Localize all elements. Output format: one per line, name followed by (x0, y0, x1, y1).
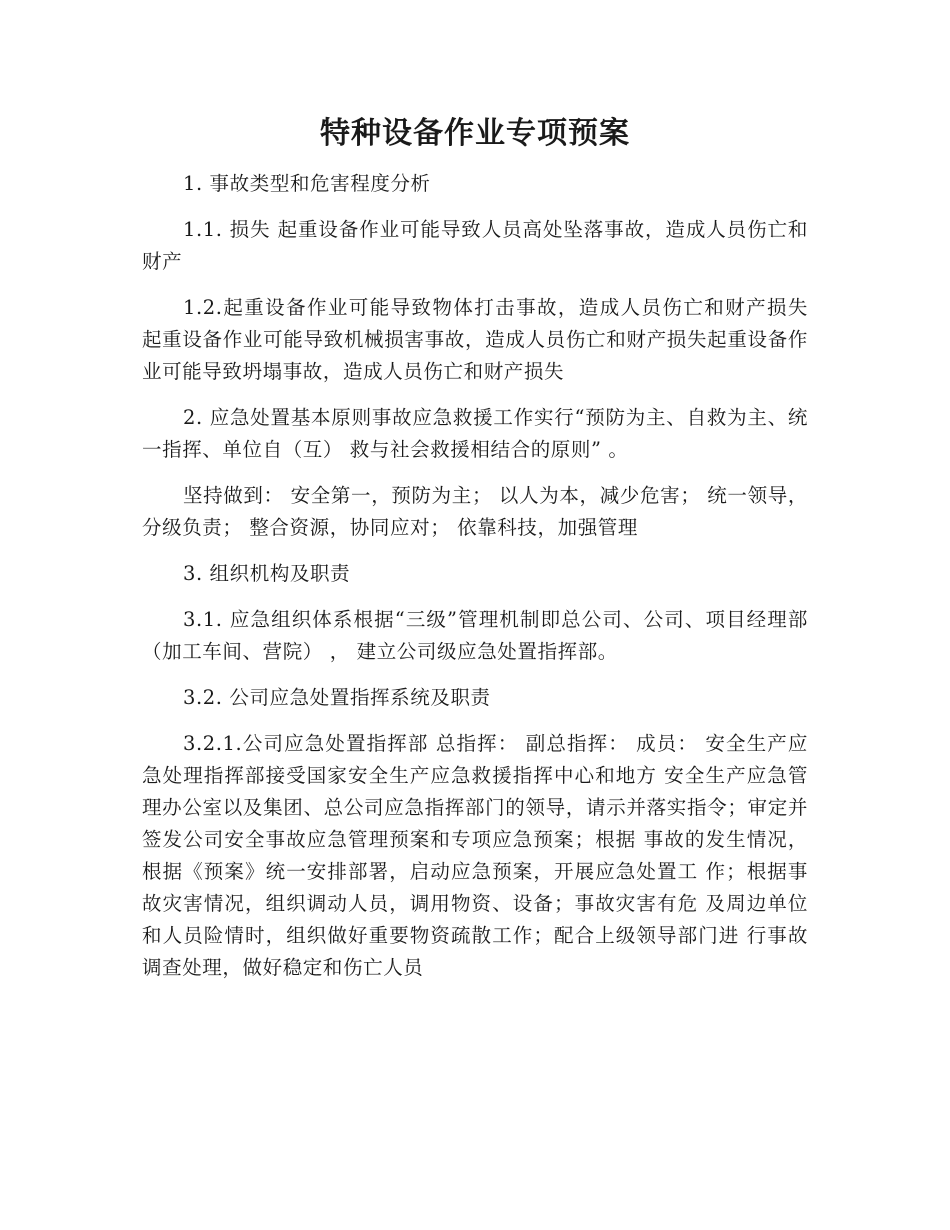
section-3-2-heading: 3.2. 公司应急处置指挥系统及职责 (182, 686, 491, 709)
document-body (142, 168, 808, 998)
section-1-1-paragraph: 1.1. 损失 起重设备作业可能导致人员高处坠落事故，造成人员伤亡和财产 (142, 218, 808, 273)
section-1-heading: 1. 事故类型和危害程度分析 (182, 172, 431, 195)
section-3-2-1-paragraph: 3.2.1.公司应急处置指挥部 总指挥： 副总指挥： 成员： 安全生产应急处理指挥部接受国家安全生产应急救援指挥中心和地方 安全生产应急管理办公室以及集团、总公司应急指挥部门的领导，请示并落实指令；审定并签发公司安全事故应急管理预案和专项应急预案；根据 事故的发生情况，根据《预案》统一安排部署，启动应急预案，开展应急处置工 作；根据事故灾害情况，组织调动人员，调用物资、设备；事故灾害有危 及周边单位和人员险情时，组织做好重要物资疏散工作；配合上级领导部门进 行事故调查处理，做好稳定和伤亡人员 (142, 732, 808, 979)
document-title: 特种设备作业专项预案 (320, 116, 630, 151)
section-3-1-paragraph: 3.1. 应急组织体系根据“三级”管理机制即总公司、公司、项目经理部（加工车间、营院） ， 建立公司级应急处置指挥部。 (142, 608, 808, 663)
section-2-paragraph: 2. 应急处置基本原则事故应急救援工作实行“预防为主、自救为主、统一指挥、单位自（互） 救与社会救援相结合的原则” 。 (142, 406, 808, 461)
section-3-heading: 3. 组织机构及职责 (182, 562, 351, 585)
section-1-2-paragraph: 1.2.起重设备作业可能导致物体打击事故，造成人员伤亡和财产损失 起重设备作业可能导致机械损害事故，造成人员伤亡和财产损失起重设备作业可能导致坍塌事故，造成人员伤亡和财产损失 (142, 296, 808, 383)
principles-paragraph: 坚持做到： 安全第一，预防为主； 以人为本，减少危害； 统一领导，分级负责； 整合资源，协同应对； 依靠科技，加强管理 (142, 484, 808, 539)
